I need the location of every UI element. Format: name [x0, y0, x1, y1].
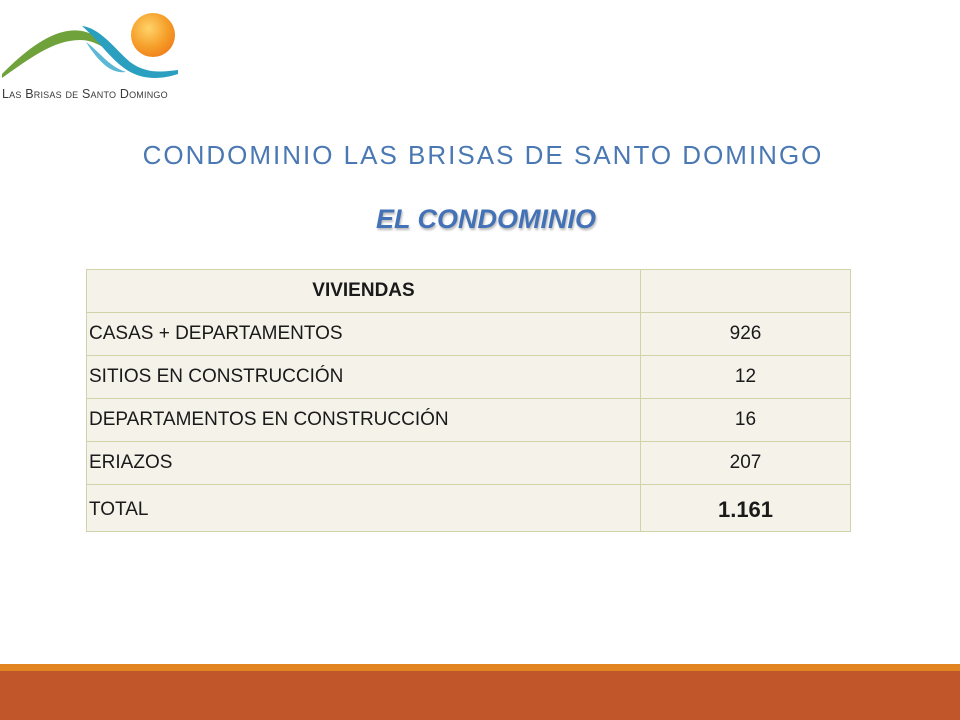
row-label: SITIOS EN CONSTRUCCIÓN: [87, 356, 641, 399]
table-header-value: [641, 270, 851, 313]
footer-accent-line: [0, 664, 960, 671]
row-label: DEPARTAMENTOS EN CONSTRUCCIÓN: [87, 399, 641, 442]
footer-band: [0, 671, 960, 720]
table-total-row: [87, 485, 851, 532]
sun-hills-waves-logo-icon: [0, 8, 185, 88]
table-header-row: [87, 270, 851, 313]
row-value: 207: [641, 442, 851, 485]
logo-text: Las Brisas de Santo Domingo: [2, 87, 168, 101]
row-label: ERIAZOS: [87, 442, 641, 485]
table-header-label: VIVIENDAS: [87, 270, 641, 313]
table-row: [87, 442, 851, 485]
total-value: 1.161: [641, 485, 851, 532]
viviendas-table: [86, 269, 851, 532]
table-row: [87, 399, 851, 442]
logo: [0, 8, 190, 103]
row-value: 926: [641, 313, 851, 356]
row-value: 12: [641, 356, 851, 399]
row-value: 16: [641, 399, 851, 442]
total-label: TOTAL: [87, 485, 641, 532]
page-title: CONDOMINIO LAS BRISAS DE SANTO DOMINGO: [142, 140, 824, 170]
row-label: CASAS + DEPARTAMENTOS: [87, 313, 641, 356]
table-row: [87, 313, 851, 356]
page-subtitle: EL CONDOMINIO: [375, 204, 596, 234]
table-row: [87, 356, 851, 399]
